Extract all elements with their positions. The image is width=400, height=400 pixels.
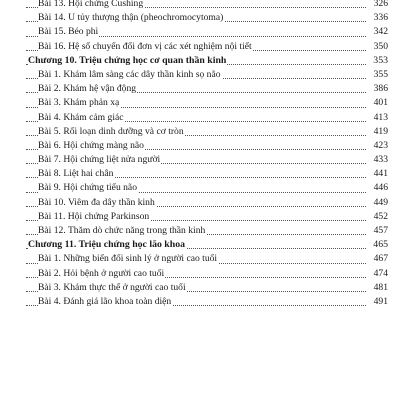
toc-page-number: 336: [372, 11, 388, 25]
toc-entry-title: Bài 7. Hội chứng liệt nửa người: [38, 154, 161, 166]
toc-entry-title: Bài 14. U tủy thượng thận (pheochromocytoma): [38, 12, 224, 24]
toc-entry-title: Bài 15. Béo phì: [38, 26, 99, 38]
toc-lesson-row: [26, 196, 388, 210]
toc-lesson-row: [26, 267, 388, 281]
toc-lesson-row: [26, 68, 388, 82]
toc-entry-title: Bài 6. Hội chứng màng não: [38, 139, 144, 151]
table-of-contents: [26, 0, 388, 309]
toc-page-number: 441: [372, 167, 388, 181]
toc-lesson-row: [26, 281, 388, 295]
toc-entry-title: Bài 11. Hội chứng Parkinson: [38, 210, 150, 222]
toc-entry-title: Bài 3. Khám phản xạ: [38, 97, 120, 109]
toc-page-number: 474: [372, 267, 388, 281]
toc-entry-title: Bài 2. Khám hệ vận động: [38, 83, 137, 95]
toc-entry-title: Bài 4. Khám cảm giác: [38, 111, 124, 123]
toc-lesson-row: [26, 167, 388, 181]
toc-page-number: 355: [372, 68, 388, 82]
toc-entry-title: Bài 1. Khám lâm sàng các dây thần kinh sọ não: [38, 68, 221, 80]
toc-lesson-row: [26, 252, 388, 266]
toc-lesson-row: [26, 224, 388, 238]
toc-lesson-row: [26, 111, 388, 125]
toc-lesson-row: [26, 96, 388, 110]
toc-lesson-row: [26, 210, 388, 224]
toc-page-number: 449: [372, 196, 388, 210]
toc-page-number: 433: [372, 153, 388, 167]
toc-lesson-row: [26, 82, 388, 96]
toc-page-number: 465: [371, 238, 388, 252]
toc-entry-title: Bài 10. Viêm đa dây thần kinh: [38, 196, 155, 208]
toc-lesson-row: [26, 25, 388, 39]
toc-page-number: 491: [372, 295, 388, 309]
toc-page-number: 326: [372, 0, 388, 11]
toc-page-number: 386: [372, 82, 388, 96]
toc-chapter-row: [26, 54, 388, 68]
toc-entry-title: Bài 1. Những biến đổi sinh lý ở người cao tuổi: [38, 253, 218, 265]
toc-lesson-row: [26, 153, 388, 167]
toc-entry-title: Bài 16. Hệ số chuyển đổi đơn vị các xét nghiệm nội tiết: [38, 40, 252, 52]
toc-lesson-row: [26, 40, 388, 54]
toc-page-number: 452: [372, 210, 388, 224]
toc-page-number: 401: [372, 96, 388, 110]
toc-chapter-row: [26, 238, 388, 252]
toc-page-number: 419: [372, 125, 388, 139]
toc-entry-title: Bài 9. Hội chứng tiểu não: [38, 182, 137, 194]
toc-page-number: 353: [371, 54, 388, 68]
toc-page-number: 457: [372, 224, 388, 238]
toc-page-number: 413: [372, 111, 388, 125]
toc-lesson-row: [26, 139, 388, 153]
toc-page-number: 342: [372, 25, 388, 39]
toc-page-number: 423: [372, 139, 388, 153]
toc-lesson-row: [26, 181, 388, 195]
toc-entry-title: Bài 13. Hội chứng Cushing: [38, 0, 144, 9]
toc-lesson-row: [26, 295, 388, 309]
toc-page-number: 481: [372, 281, 388, 295]
toc-entry-title: Chương 11. Triệu chứng học lão khoa: [28, 239, 186, 251]
toc-entry-title: Bài 4. Đánh giá lão khoa toàn diện: [38, 295, 172, 307]
toc-entry-title: Bài 2. Hỏi bệnh ở người cao tuổi: [38, 267, 165, 279]
toc-page-number: 446: [372, 181, 388, 195]
toc-entry-title: Bài 3. Khám thực thể ở người cao tuổi: [38, 281, 186, 293]
toc-entry-title: Bài 5. Rối loạn dinh dưỡng và cơ tròn: [38, 125, 184, 137]
toc-lesson-row: [26, 125, 388, 139]
toc-page-number: 350: [372, 40, 388, 54]
toc-entry-title: Bài 12. Thăm dò chức năng trong thần kinh: [38, 225, 206, 236]
toc-entry-title: Bài 8. Liệt hai chân: [38, 168, 114, 180]
toc-page-number: 467: [372, 252, 388, 266]
toc-entry-title: Chương 10. Triệu chứng học cơ quan thần kinh: [28, 54, 227, 66]
toc-lesson-row: [26, 11, 388, 25]
toc-lesson-row: [26, 0, 388, 11]
